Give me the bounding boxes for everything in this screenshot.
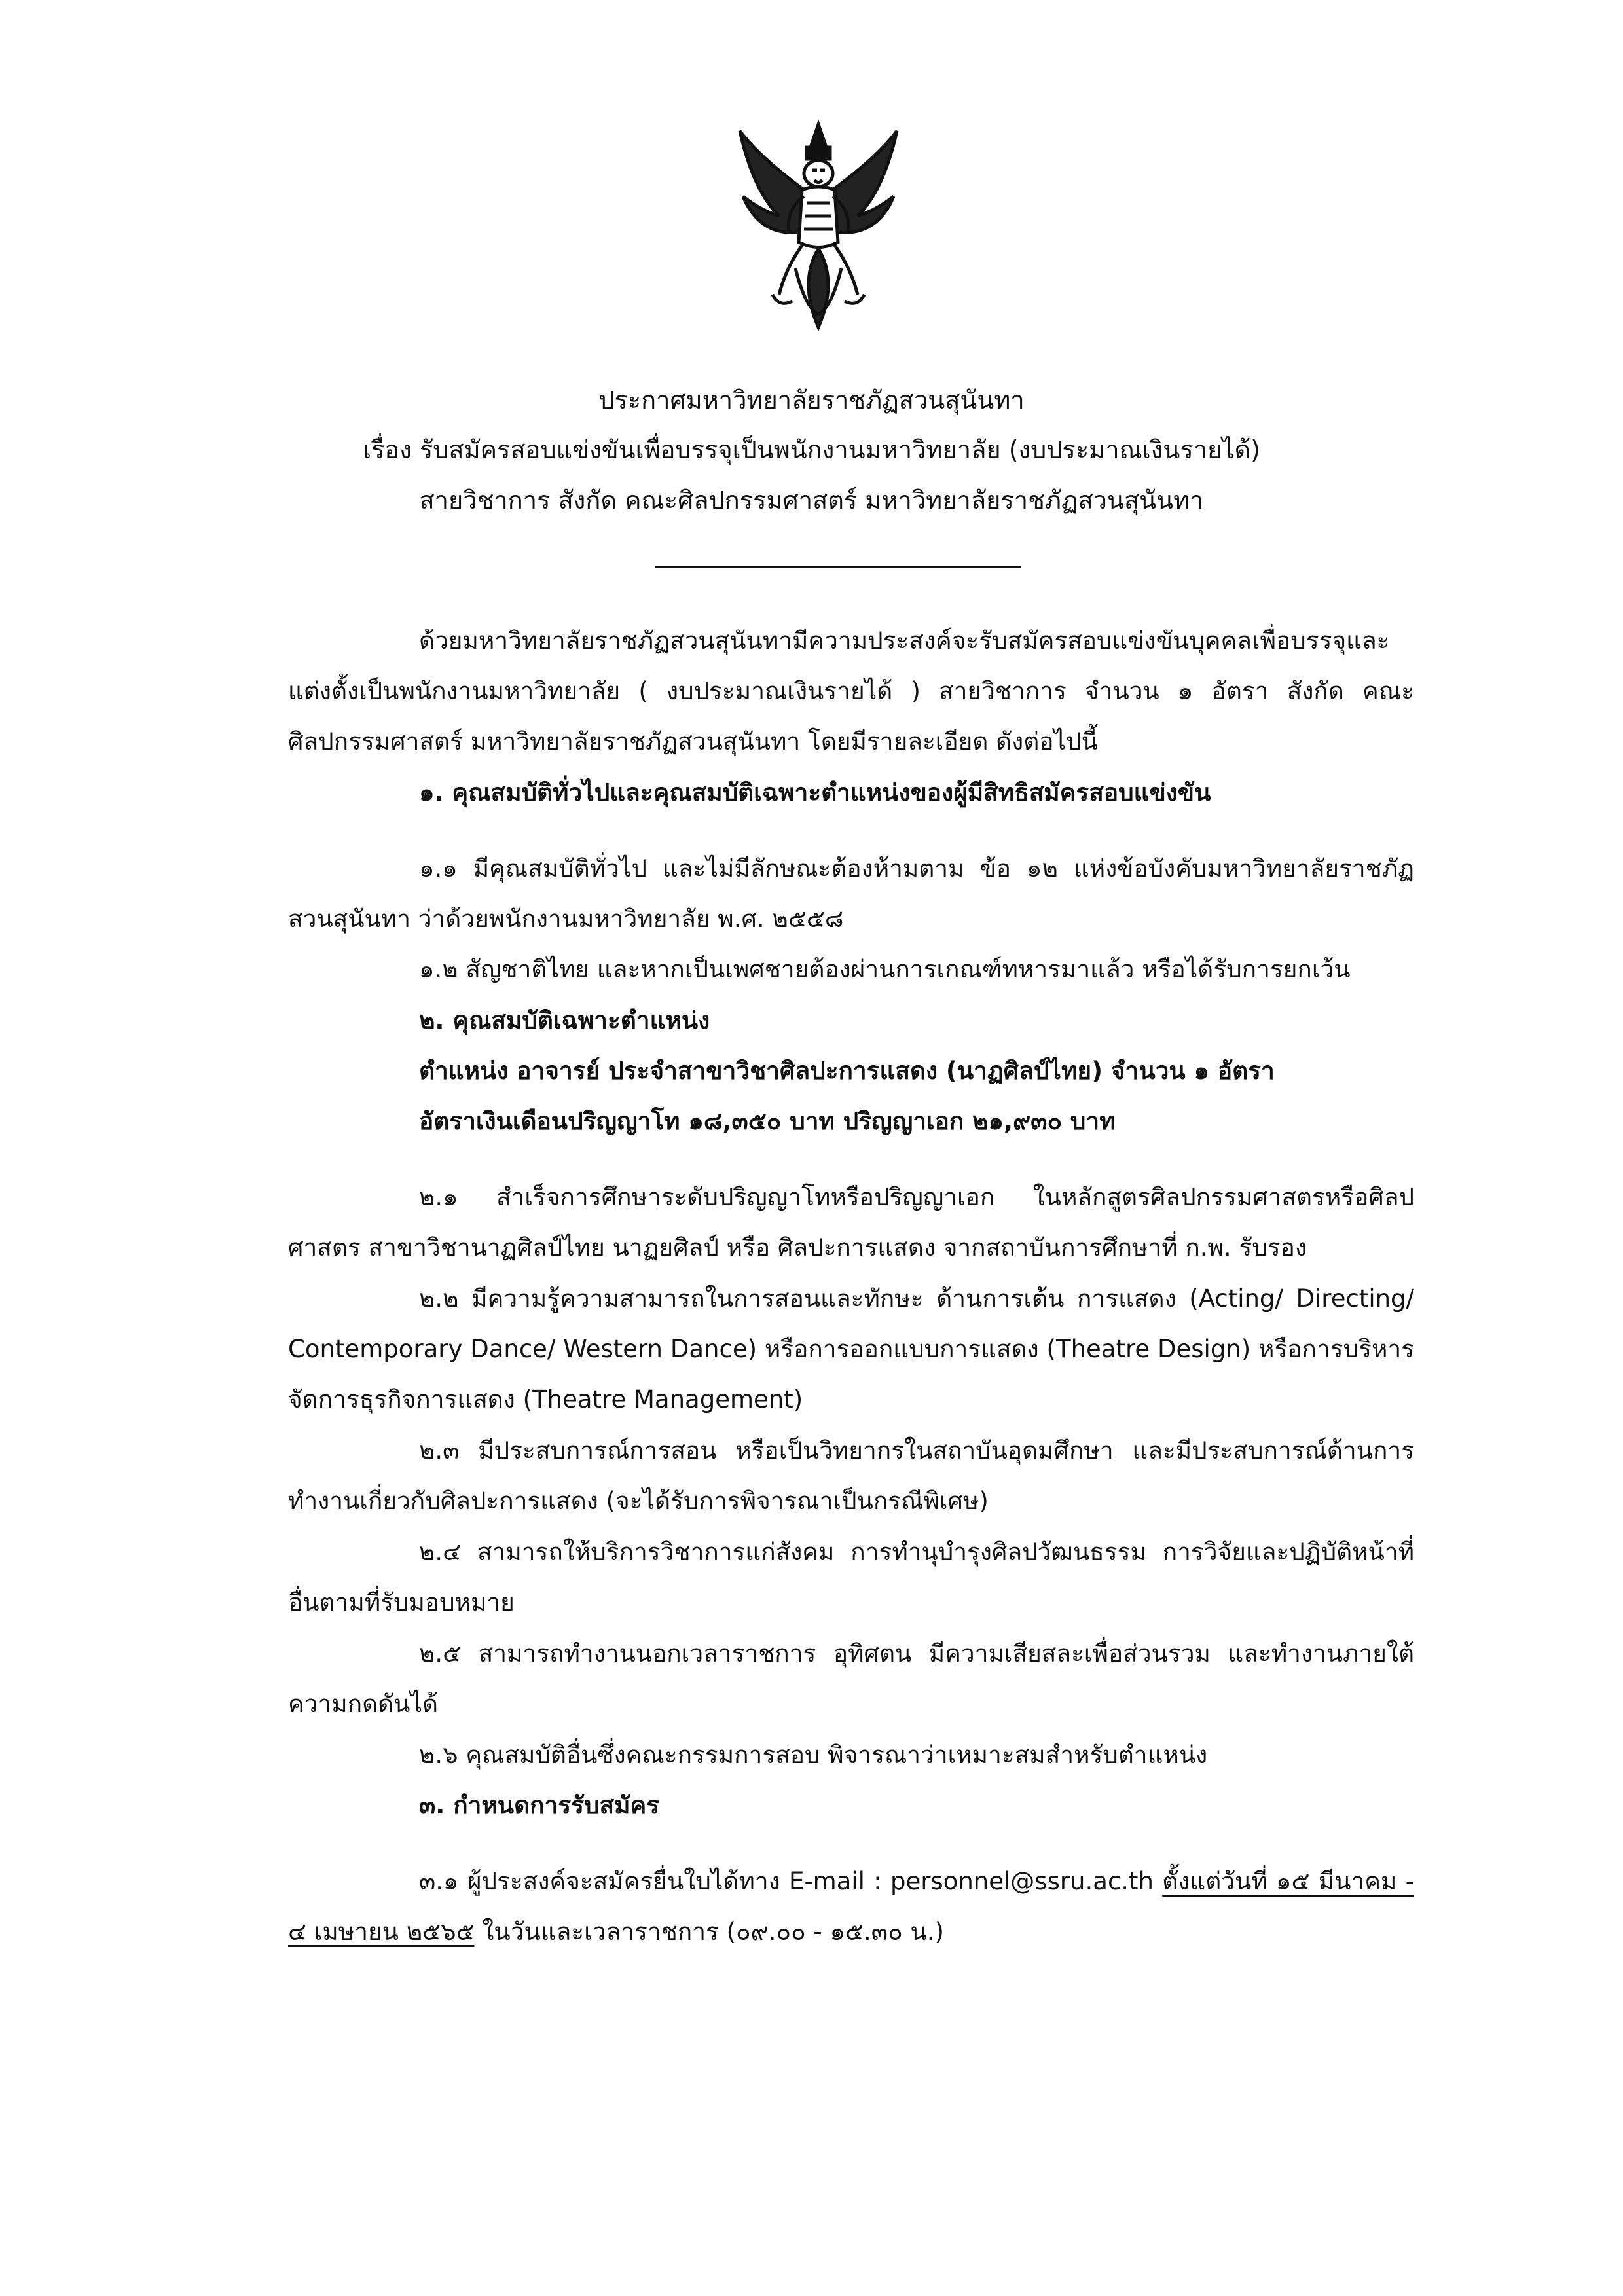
intro-paragraph: ด้วยมหาวิทยาลัยราชภัฏสวนสุนันทามีความประสงค์จะรับสมัครสอบแข่งขันบุคคลเพื่อบรรจุและแต่งตั้งเป็นพนักงานมหาวิทยาลัย ( งบประมาณเงินรายได้ ) สายวิชาการ จำนวน ๑ อัตรา สังกัด คณะศิลปกรรมศาสตร์ มหาวิทยาลัยราชภัฏสวนสุนันทา โดยมีรายละเอียด ดังต่อไปนี้ — [288, 627, 1414, 756]
section-2-2: ๒.๒ มีความรู้ความสามารถในการสอนและทักษะ ด้านการเต้น การแสดง (Acting/ Directing/ Contemporary Dance/ Western Dance) หรือการออกแบบการแสดง (Theatre Design) หรือการบริหารจัดการธุรกิจการแสดง (Theatre Management) — [288, 1285, 1414, 1413]
section-2-position: ตำแหน่ง อาจารย์ ประจำสาขาวิชาศิลปะการแสดง (นาฏศิลป์ไทย) จำนวน ๑ อัตรา — [419, 1057, 1275, 1085]
section-2-heading: ๒. คุณสมบัติเฉพาะตำแหน่ง — [419, 1006, 710, 1034]
section-2-5: ๒.๕ สามารถทำงานนอกเวลาราชการ อุทิศตน มีความเสียสละเพื่อส่วนรวม และทำงานภายใต้ความกดดันได้ — [288, 1639, 1414, 1718]
section-3-1-prefix: ๓.๑ ผู้ประสงค์จะสมัครยื่นใบได้ทาง E-mail : personnel@ssru.ac.th — [419, 1867, 1163, 1895]
section-2-3: ๒.๓ มีประสบการณ์การสอน หรือเป็นวิทยากรในสถาบันอุดมศึกษา และมีประสบการณ์ด้านการทำงานเกี่ยวกับศิลปะการแสดง (จะได้รับการพิจารณาเป็นกรณีพิเศษ) — [288, 1436, 1414, 1515]
section-2-salary: อัตราเงินเดือนปริญญาโท ๑๘,๓๕๐ บาท ปริญญาเอก ๒๑,๙๓๐ บาท — [419, 1107, 1116, 1135]
announcement-department: สายวิชาการ สังกัด คณะศิลปกรรมศาสตร์ มหาวิทยาลัยราชภัฏสวนสุนันทา — [419, 486, 1204, 515]
section-3-heading: ๓. กำหนดการรับสมัคร — [419, 1791, 660, 1819]
section-3-1 — [288, 1856, 1414, 1957]
section-1-1: ๑.๑ มีคุณสมบัติทั่วไป และไม่มีลักษณะต้องห้ามตาม ข้อ ๑๒ แห่งข้อบังคับมหาวิทยาลัยราชภัฏสวนสุนันทา ว่าด้วยพนักงานมหาวิทยาลัย พ.ศ. ๒๕๕๘ — [288, 854, 1414, 933]
announcement-subject: เรื่อง รับสมัครสอบแข่งขันเพื่อบรรจุเป็นพนักงานมหาวิทยาลัย (งบประมาณเงินรายได้) — [363, 435, 1260, 464]
section-2-6: ๒.๖ คุณสมบัติอื่นซึ่งคณะกรรมการสอบ พิจารณาว่าเหมาะสมสำหรับตำแหน่ง — [419, 1741, 1208, 1769]
announcement-title: ประกาศมหาวิทยาลัยราชภัฏสวนสุนันทา — [598, 386, 1025, 414]
section-2-1: ๒.๑ สำเร็จการศึกษาระดับปริญญาโทหรือปริญญาเอก ในหลักสูตรศิลปกรรมศาสตรหรือศิลปศาสตร สาขาวิชานาฏศิลป์ไทย นาฏยศิลป์ หรือ ศิลปะการแสดง จากสถาบันการศึกษาที่ ก.พ. รับรอง — [288, 1183, 1414, 1262]
section-3-1-suffix: ในวันและเวลาราชการ (๐๙.๐๐ - ๑๕.๓๐ น.) — [474, 1918, 944, 1946]
header-divider — [655, 566, 1021, 568]
section-2-4: ๒.๔ สามารถให้บริการวิชาการแก่สังคม การทำนุบำรุงศิลปวัฒนธรรม การวิจัยและปฏิบัติหน้าที่อื่นตามที่รับมอบหมาย — [288, 1538, 1414, 1616]
section-3-1-date: ตั้งแต่วันที่ ๑๕ มีนาคม - ๔ เมษายน ๒๕๖๕ — [288, 1867, 1414, 1946]
garuda-emblem-icon — [733, 118, 903, 334]
section-1-2: ๑.๒ สัญชาติไทย และหากเป็นเพศชายต้องผ่านการเกณฑ์ทหารมาแล้ว หรือได้รับการยกเว้น — [419, 955, 1351, 983]
section-1-heading: ๑. คุณสมบัติทั่วไปและคุณสมบัติเฉพาะตำแหน่งของผู้มีสิทธิสมัครสอบแข่งขัน — [419, 778, 1211, 807]
